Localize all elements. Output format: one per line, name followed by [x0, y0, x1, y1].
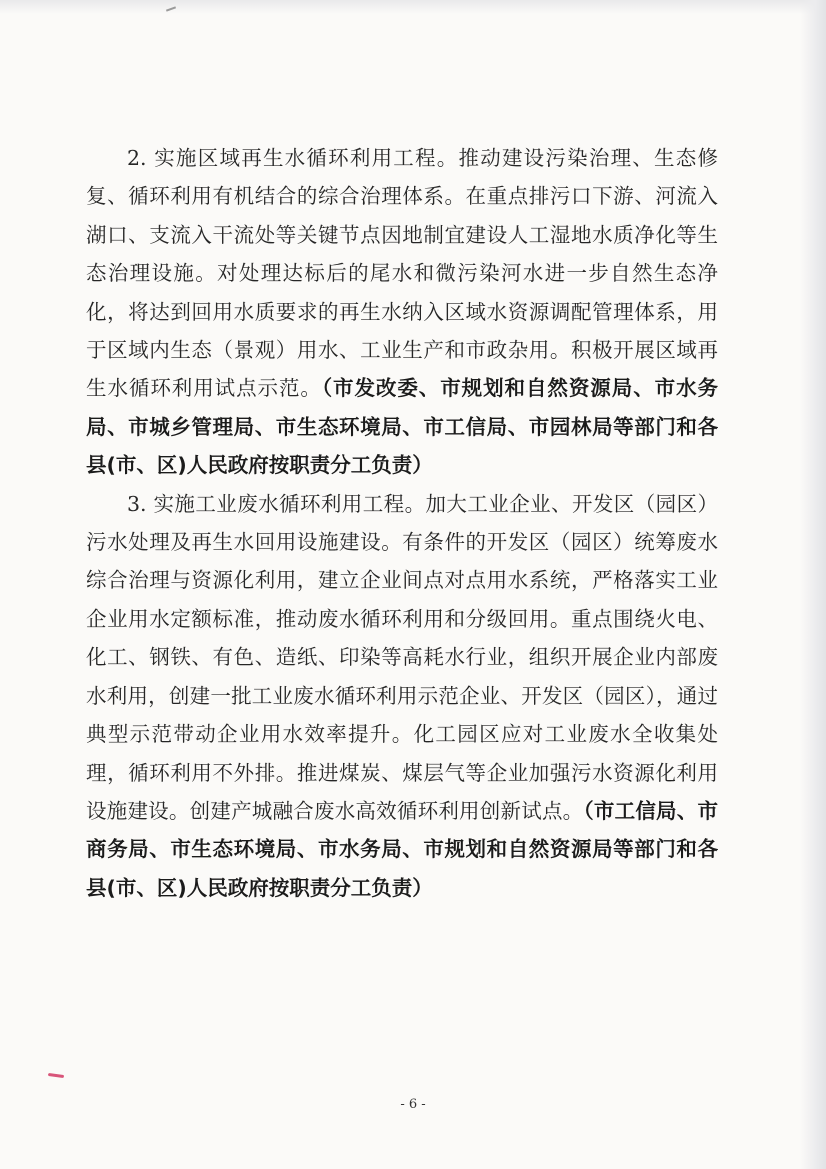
pen-mark [48, 1073, 64, 1078]
paragraph-regional-reclaimed-water [86, 139, 718, 485]
page-number: - 6 - [400, 1097, 426, 1112]
paragraph-text: 2. 实施区域再生水循环利用工程。推动建设污染治理、生态修复、循环利用有机结合的综合治理体系。在重点排污口下游、河流入湖口、支流入干流处等关键节点因地制宜建设人工湿地水质净化等生态治理设施。对处理达标后的尾水和微污染河水进一步自然生态净化，将达到回用水质要求的再生水纳入区域水资源调配管理体系，用于区域内生态（景观）用水、工业生产和市政杂用。积极开展区域再生水循环利用试点示范。 [86, 146, 718, 401]
paragraph-industrial-wastewater [86, 485, 718, 907]
responsible-departments: （市工信局、市商务局、市生态环境局、市水务局、市规划和自然资源局等部门和各县(市、区)人民政府按职责分工负责） [86, 798, 719, 900]
scan-shadow-top [0, 0, 826, 14]
scan-shadow-right [800, 0, 826, 1169]
responsible-departments: （市发改委、市规划和自然资源局、市水务局、市城乡管理局、市生态环境局、市工信局、市园林局等部门和各县(市、区)人民政府按职责分工负责） [86, 376, 719, 478]
paragraph-text: 3. 实施工业废水循环利用工程。加大工业企业、开发区（园区）污水处理及再生水回用设施建设。有条件的开发区（园区）统筹废水综合治理与资源化利用，建立企业间点对点用水系统，严格落实工业企业用水定额标准，推动废水循环利用和分级回用。重点围绕火电、化工、钢铁、有色、造纸、印染等高耗水行业，组织开展企业内部废水利用，创建一批工业废水循环利用示范企业、开发区（园区），通过典型示范带动企业用水效率提升。化工园区应对工业废水全收集处理，循环利用不外排。推进煤炭、煤层气等企业加强污水资源化利用设施建设。创建产城融合废水高效循环利用创新试点。 [86, 491, 718, 823]
document-body [86, 139, 718, 907]
